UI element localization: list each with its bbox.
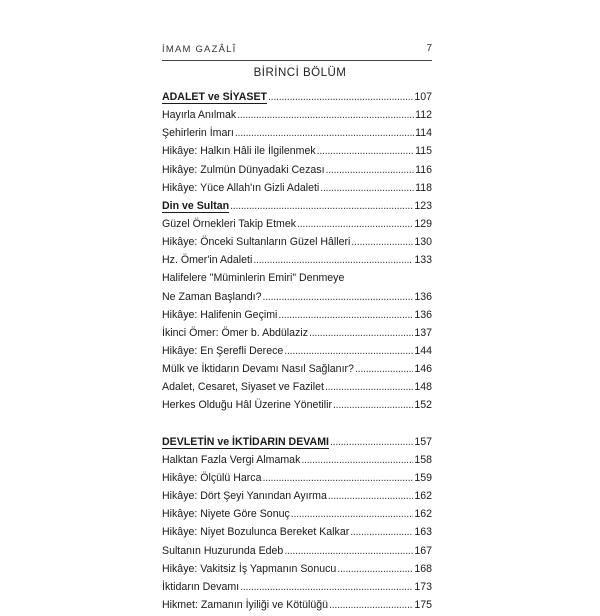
toc-entry-title: Hikmet: Zamanın İyiliği ve Kötülüğü [162,598,329,611]
toc-entry-title: Hz. Ömer'in Adaleti [162,254,253,267]
toc-entry [162,271,432,289]
toc-entry-page: 136 [414,308,432,321]
toc-entry-title: Halktan Fazla Vergi Almamak [162,453,301,466]
toc-entry-page: 146 [414,363,432,376]
toc-entry-page: 148 [414,381,432,394]
toc-entry-page: 152 [414,399,432,412]
toc-entry-title: Hayırla Anılmak [162,109,237,122]
toc-entry [162,144,432,162]
toc-entry [162,507,432,525]
toc-entry-title: İktidarın Devamı [162,580,240,593]
part-title: BİRİNCİ BÖLÜM [253,67,347,79]
toc-entry [162,253,432,271]
toc-entry-page: 112 [415,109,432,122]
toc-entry [162,217,432,235]
toc-entry [162,598,432,616]
toc-entry [162,308,432,326]
header-rule [162,60,432,61]
toc-spacer [162,417,432,435]
toc-entry-title: Şehirlerin İmarı [162,127,234,140]
toc-leader-dots [237,108,414,122]
toc-entry-title: Hikâye: Halifenin Geçimi [162,308,278,321]
toc-entry [162,525,432,543]
toc-entry-page: 115 [415,145,432,158]
toc-entry-title: Güzel Örnekleri Takip Etmek [162,217,297,230]
toc-leader-dots [297,217,413,231]
toc-entry-title: Sultanın Huzurunda Edeb [162,544,284,557]
toc-entry-page: 114 [415,127,432,140]
toc-entry-title: ADALET ve SİYASET [162,91,267,103]
toc-entry-page: 162 [414,508,432,521]
toc-entry-title: Hikâye: Ölçülü Harca [162,471,262,484]
toc-leader-dots [301,453,413,467]
toc-leader-dots [351,235,413,249]
toc-leader-dots [235,126,414,140]
toc-leader-dots [325,380,413,394]
toc-leader-dots [337,562,413,576]
toc-entry [162,181,432,199]
toc-entry [162,471,432,489]
toc-entry-page: 107 [414,91,432,103]
toc-entry-page: 118 [415,181,432,194]
toc-entry [162,290,432,308]
toc-entry-page: 137 [414,326,432,339]
toc-entry-title: Hikâye: Dört Şeyi Yanından Ayırma [162,490,327,503]
toc-entry-title: Ne Zaman Başlandı? [162,290,262,303]
toc-leader-dots [317,144,414,158]
toc-leader-dots [328,489,413,503]
toc-entry-page: 144 [414,344,432,357]
toc-leader-dots [350,525,413,539]
toc-entry [162,235,432,253]
toc-entry [162,489,432,507]
toc-entry [162,453,432,471]
toc-entry-page: 159 [414,471,432,484]
toc-entry [162,544,432,562]
toc-entry-page: 173 [414,580,432,593]
toc-entry-title: Adalet, Cesaret, Siyaset ve Fazilet [162,381,324,394]
toc-entry-title: Hikâye: Zulmün Dünyadaki Cezası [162,163,325,176]
toc-leader-dots [284,544,413,558]
toc-leader-dots [333,398,413,412]
toc-entry-title: Halifelere "Müminlerin Emiri" Denmeye [162,272,345,285]
toc-entry-page: 168 [414,562,432,575]
toc-entry [162,380,432,398]
toc-entry [162,108,432,126]
toc-entry [162,126,432,144]
toc-entry-title: Hikâye: En Şerefli Derece [162,344,284,357]
toc-leader-dots [240,580,413,594]
toc-section-heading [162,199,432,217]
toc-leader-dots [355,362,413,376]
toc-leader-dots [291,507,414,521]
toc-entry [162,344,432,362]
toc-leader-dots [263,290,414,304]
toc-entry-title: Hikâye: Önceki Sultanların Güzel Hâlleri [162,236,351,249]
toc-leader-dots [284,344,413,358]
toc-entry [162,398,432,416]
toc-entry-page: 129 [414,217,432,230]
toc-entry-page: 136 [414,290,432,303]
toc-entry-page: 157 [414,435,432,448]
toc-leader-dots [278,308,413,322]
running-header [162,44,432,58]
toc-entry-page: 158 [414,453,432,466]
toc-entry [162,326,432,344]
page-number: 7 [426,43,432,54]
toc-entry [162,562,432,580]
toc-entry-title: DEVLETİN ve İKTİDARIN DEVAMI [162,435,329,448]
toc-entry-title: Hikâye: Vakitsiz İş Yapmanın Sonucu [162,562,337,575]
toc-entry-page: 162 [414,490,432,503]
toc-entry-page: 175 [414,598,432,611]
toc-entry-title: Hikâye: Halkın Hâli ile İlgilenmek [162,145,316,158]
toc-entry-title: Mülk ve İktidarın Devamı Nasıl Sağlanır? [162,363,354,376]
toc-entry-title: Herkes Olduğu Hâl Üzerine Yönetilir [162,399,332,412]
toc-leader-dots [326,163,415,177]
toc-leader-dots [329,598,413,612]
toc-entry-title: İkinci Ömer: Ömer b. Abdülaziz [162,326,309,339]
toc-entry [162,163,432,181]
toc-leader-dots [263,471,414,485]
table-of-contents [162,90,432,616]
toc-entry-title: Din ve Sultan [162,199,230,212]
toc-entry-title: Hikâye: Niyet Bozulunca Bereket Kalkar [162,526,350,539]
toc-entry [162,362,432,380]
toc-leader-dots [253,253,413,267]
toc-entry-page: 163 [414,526,432,539]
toc-entry-title: Hikâye: Yüce Allah'ın Gizli Adaleti [162,181,320,194]
toc-entry-page: 167 [414,544,432,557]
toc-entry-page: 133 [414,254,432,267]
toc-entry [162,580,432,598]
toc-entry-page: 123 [414,199,432,212]
toc-leader-dots [268,90,413,104]
toc-section-heading [162,90,432,108]
toc-entry-title: Hikâye: Niyete Göre Sonuç [162,508,290,521]
toc-leader-dots [309,326,413,340]
toc-leader-dots [330,435,413,449]
toc-entry-page: 116 [415,163,432,176]
toc-section-heading [162,435,432,453]
toc-leader-dots [320,181,414,195]
toc-leader-dots [230,199,413,213]
toc-entry-page: 130 [414,236,432,249]
running-title: İMAM GAZÂLÎ [162,44,237,55]
